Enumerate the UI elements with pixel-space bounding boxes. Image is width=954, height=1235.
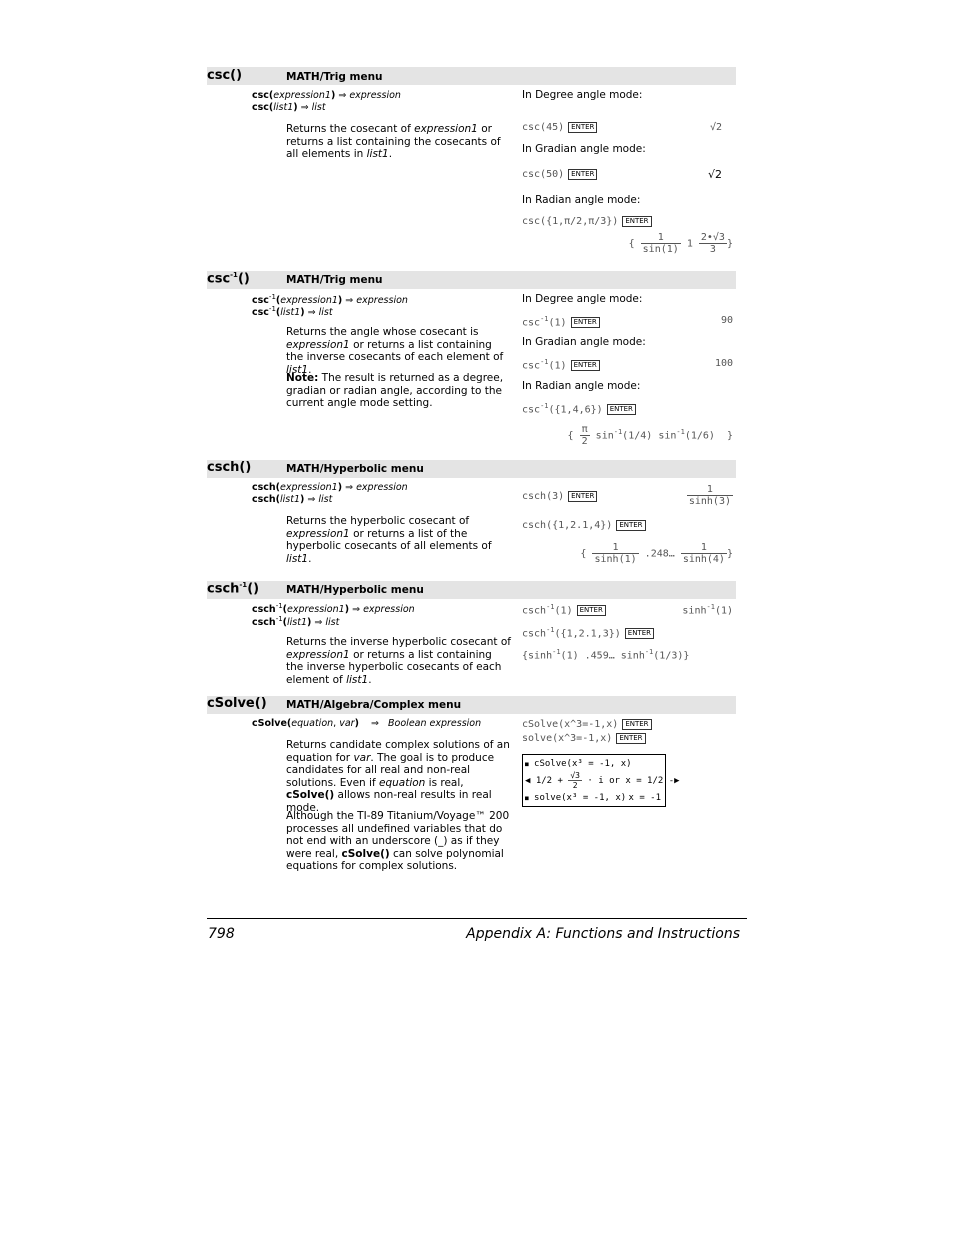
example-code: csc({1,π/2,π/3}) ENTER: [522, 216, 652, 227]
enter-key-icon: ENTER: [577, 605, 606, 616]
description: Returns the cosecant of expression1 or returns a list containing the cosecants of all elements in list1.: [286, 123, 501, 160]
example-result: √2: [707, 168, 722, 181]
example-result: √2: [709, 122, 722, 133]
menu-path-csc: MATH/Trig menu: [286, 71, 383, 83]
example-result: { $\frac{1}{\sinh(1)}$ .248… $\frac{1}{\sinh(4)}$ }: [580, 542, 733, 565]
enter-key-icon: ENTER: [568, 491, 597, 502]
calculator-screen: [522, 754, 680, 807]
syntax-line: cSolve(equation, var) ⇒ Boolean expression: [252, 718, 482, 729]
example-code: csch$^{-1}$(1) ENTER: [522, 603, 606, 616]
footer-rule: [207, 918, 747, 919]
function-name-csolve: cSolve(): [207, 696, 267, 711]
enter-key-icon: ENTER: [622, 719, 651, 730]
example-code: solve(x^3=-1,x) ENTER: [522, 733, 646, 744]
screen-line: ■ solve(x³ = -1, x): [525, 793, 627, 803]
implies-arrow: ⇒: [300, 102, 309, 113]
function-name-csch-inverse: csch$^{-1}$(): [207, 581, 260, 597]
example-code: $\csc^{-1}(\{1,4,6\})$ ENTER: [522, 402, 636, 415]
syntax-line: csch(list1) ⇒ list: [252, 494, 333, 505]
menu-path-csch-inverse: MATH/Hyperbolic menu: [286, 584, 424, 596]
description: Although the TI-89 Titanium/Voyage™ 200 processes all undefined variables that do not end with an underscore (_) as if they were real, cSolve() can solve polynomial equations for complex solutions.: [286, 810, 510, 872]
example-result: { $\frac{\pi}{2}$ $\sin^{-1}(1/4)$ $\sin^{-1}(1/6)$ }: [567, 424, 733, 447]
scroll-left-icon: ◀: [525, 776, 531, 786]
enter-key-icon: ENTER: [616, 520, 645, 531]
description: Returns candidate complex solutions of an equation for var. The goal is to produce candidates for all real and non-real solutions. Even if equation is real, cSolve() allows non-real results in real mode.: [286, 739, 510, 814]
note: Note: The result is returned as a degree, gradian or radian angle, according to the current angle mode setting.: [286, 372, 504, 409]
syntax-line: $\csc^{-1}(list1)$ ⇒ list: [252, 305, 333, 319]
description: Returns the inverse hyperbolic cosecant of expression1 or returns a list containing the inverse hyperbolic cosecants of each element of list1.: [286, 636, 511, 686]
menu-path-csc-inverse: MATH/Trig menu: [286, 274, 383, 286]
screen-line: ■ cSolve(x³ = -1, x): [525, 759, 632, 769]
example-code: csch(3) ENTER: [522, 491, 597, 502]
page-number: 798: [208, 926, 235, 942]
angle-mode-label: In Radian angle mode:: [522, 380, 641, 392]
example-result: { $\frac{1}{\sin(1)}$ 1 $\frac{2•√3}{3}$ }: [628, 232, 733, 255]
scroll-right-icon: ▶: [674, 776, 680, 786]
enter-key-icon: ENTER: [622, 216, 651, 227]
enter-key-icon: ENTER: [625, 628, 654, 639]
example-code: $\csc^{-1}(1)$ ENTER: [522, 358, 600, 371]
angle-mode-label: In Gradian angle mode:: [522, 143, 646, 155]
function-name-csc-inverse: $\csc^{-1}()$: [207, 271, 250, 287]
description: Returns the angle whose cosecant is expression1 or returns a list containing the inverse cosecants of each element of list1.: [286, 326, 504, 376]
syntax-line: csch$^{-1}$(list1) ⇒ list: [252, 615, 340, 629]
description: Returns the hyperbolic cosecant of expression1 or returns a list of the hyperbolic cosecants of all elements of list1.: [286, 515, 492, 565]
example-code: cSolve(x^3=-1,x) ENTER: [522, 719, 652, 730]
example-code: csc(50) ENTER: [522, 169, 597, 180]
screen-line: ◀ 1/2 + $\frac{√3}{2}$ · i or x = 1/2 -▶: [525, 771, 680, 790]
example-result: $\frac{1}{\sinh(3)}$: [688, 484, 731, 507]
screen-result: x = -1: [628, 793, 661, 803]
example-code: $\csc^{-1}(1)$ ENTER: [522, 315, 600, 328]
angle-mode-label: In Gradian angle mode:: [522, 336, 646, 348]
enter-key-icon: ENTER: [607, 404, 636, 415]
enter-key-icon: ENTER: [616, 733, 645, 744]
example-code: csc(45) ENTER: [522, 122, 597, 133]
syntax-line: csc(list1) ⇒ list: [252, 102, 326, 113]
syntax-line: $\csc^{-1}(expression1)$ ⇒ expression: [252, 293, 408, 307]
footer-title: Appendix A: Functions and Instructions: [466, 926, 740, 942]
angle-mode-label: In Degree angle mode:: [522, 293, 643, 305]
menu-path-csolve: MATH/Algebra/Complex menu: [286, 699, 462, 711]
enter-key-icon: ENTER: [571, 317, 600, 328]
function-name-csch: csch(): [207, 460, 252, 475]
syntax-line: csch(expression1) ⇒ expression: [252, 482, 408, 493]
enter-key-icon: ENTER: [568, 122, 597, 133]
example-result: {$\sinh^{-1}(1)$ .459… $\sinh^{-1}(1/3)$}: [522, 648, 690, 662]
enter-key-icon: ENTER: [568, 169, 597, 180]
example-result: $\sinh^{-1}(1)$: [682, 603, 733, 617]
example-code: csch$^{-1}$({1,2.1,3}) ENTER: [522, 626, 654, 639]
function-name-csc: csc(): [207, 68, 243, 83]
example-result: 90: [720, 315, 733, 326]
angle-mode-label: In Radian angle mode:: [522, 194, 641, 206]
angle-mode-label: In Degree angle mode:: [522, 89, 643, 101]
syntax-line: csc(expression1) ⇒ expression: [252, 90, 401, 101]
menu-path-csch: MATH/Hyperbolic menu: [286, 463, 424, 475]
implies-arrow: ⇒: [338, 90, 347, 101]
example-result: 100: [714, 358, 733, 369]
syntax-line: csch$^{-1}$(expression1) ⇒ expression: [252, 602, 415, 616]
enter-key-icon: ENTER: [571, 360, 600, 371]
example-code: csch({1,2.1,4}) ENTER: [522, 520, 646, 531]
